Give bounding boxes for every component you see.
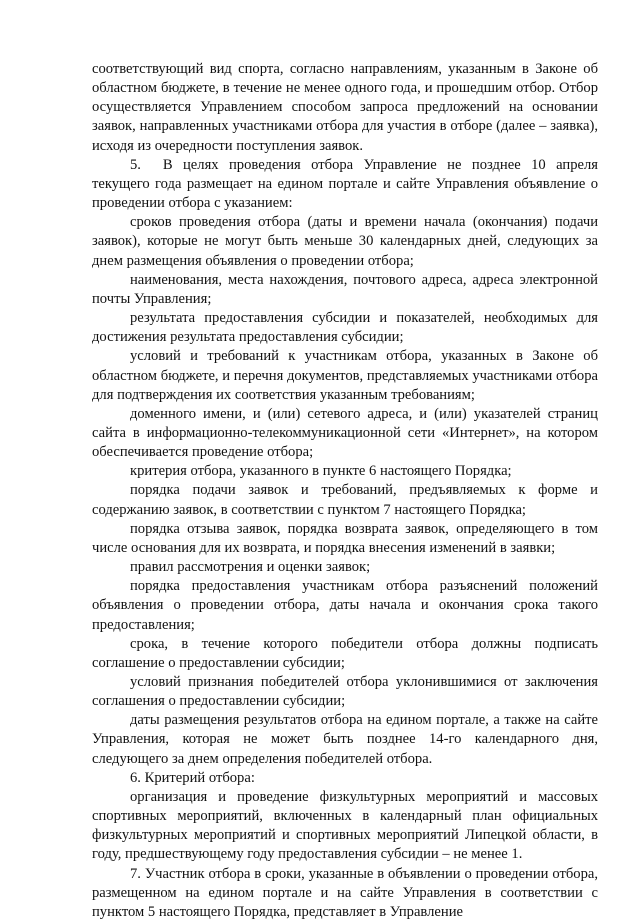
paragraph-evasion: условий признания победителей отбора уклонившимися от заключения соглашения о предоставлении субсидии; (92, 674, 598, 710)
paragraph-submission: порядка подачи заявок и требований, предъявляемых к форме и содержанию заявок, в соответствии с пунктом 7 настоящего Порядка; (92, 482, 598, 518)
paragraph-result: результата предоставления субсидии и показателей, необходимых для достижения результата предоставления субсидии; (92, 310, 598, 346)
paragraph-item-7: 7. Участник отбора в сроки, указанные в объявлении о проведении отбора, размещенном на едином портале и на сайте Управления в соответствии с пунктом 5 настоящего Порядка, представляет в Управление (92, 865, 598, 920)
paragraph-clarifications: порядка предоставления участникам отбора разъяснений положений объявления о проведении отбора, даты начала и окончания срока такого предоставления; (92, 578, 598, 633)
paragraph-results-date: даты размещения результатов отбора на едином портале, а также на сайте Управления, которая не может быть позднее 14-го календарного дня, следующего за днем определения победителей отбора. (92, 712, 598, 767)
paragraph-criterion: организация и проведение физкультурных мероприятий и массовых спортивных мероприятий, включенных в календарный план официальных физкультурных мероприятий и спортивных мероприятий Липецкой области, в году, предшествующему году предоставления субсидии – не менее 1. (92, 788, 598, 863)
paragraph-name-address: наименования, места нахождения, почтового адреса, адреса электронной почты Управления; (92, 271, 598, 307)
paragraph-domain: доменного имени, и (или) сетевого адреса, и (или) указателей страниц сайта в информационно-телекоммуникационной сети «Интернет», на котором обеспечивается проведение отбора; (92, 405, 598, 461)
paragraph-deadlines: сроков проведения отбора (даты и времени начала (окончания) подачи заявок), которые не могут быть меньше 30 календарных дней, следующих за днем размещения объявления о проведении отбора; (92, 214, 598, 269)
paragraph-continuation: соответствующий вид спорта, согласно направлениям, указанным в Законе об областном бюджете, в течение не менее одного года, и прошедшим отбор. Отбор осуществляется Управлением способом запроса предложений на основании заявок, направленных участниками отбора для участия в отборе (далее – заявка), исходя из очередности поступления заявок. (92, 61, 598, 154)
document-page (92, 60, 598, 922)
paragraph-conditions: условий и требований к участникам отбора, указанных в Законе об областном бюджете, и перечня документов, представляемых участниками отбора для подтверждения их соответствия указанным требованиям; (92, 348, 598, 403)
paragraph-review-rules: правил рассмотрения и оценки заявок; (130, 559, 371, 576)
paragraph-criterion-ref: критерия отбора, указанного в пункте 6 настоящего Порядка; (130, 463, 512, 480)
paragraph-withdrawal: порядка отзыва заявок, порядка возврата заявок, определяющего в том числе основания для их возврата, и порядка внесения изменений в заявки; (92, 520, 598, 556)
paragraph-signing-term: срока, в течение которого победители отбора должны подписать соглашение о предоставлении субсидии; (92, 635, 598, 671)
paragraph-item-6: 6. Критерий отбора: (130, 769, 255, 786)
paragraph-item-5: 5. В целях проведения отбора Управление не позднее 10 апреля текущего года размещает на едином портале и сайте Управления объявление о проведении отбора с указанием: (92, 156, 598, 212)
